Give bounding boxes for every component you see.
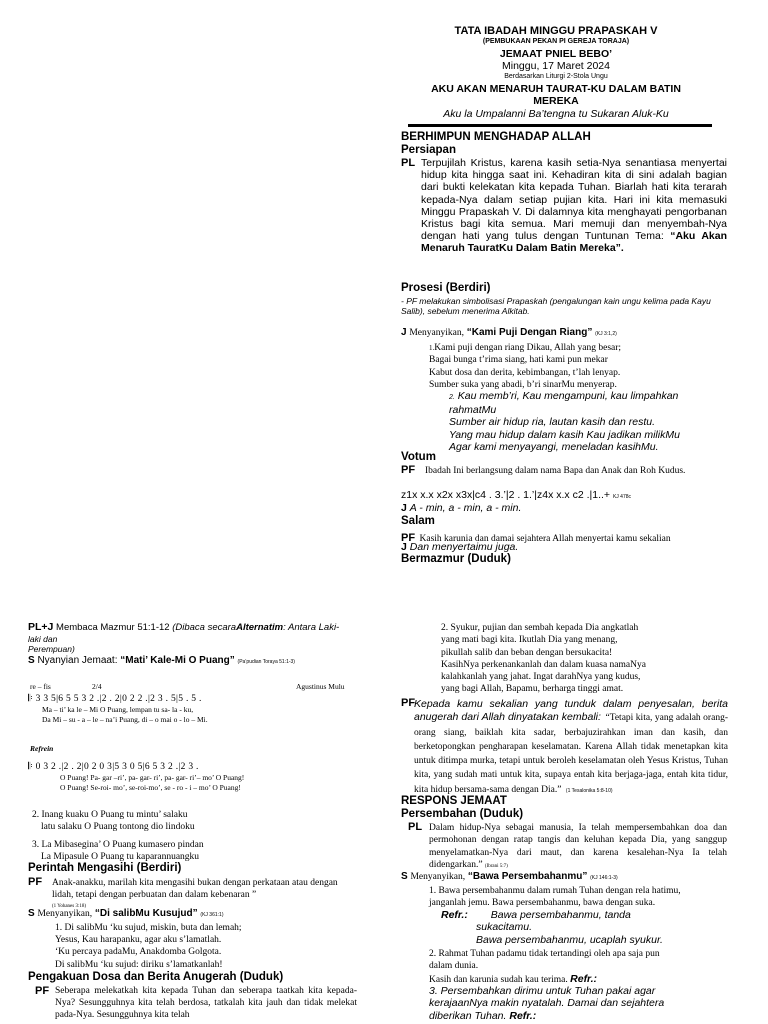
score-lyrics-1a: Ma – ti’ ka le – Mi O Puang, lempan tu sa- la - ku, xyxy=(42,705,194,714)
speaker-label: PF xyxy=(401,697,416,709)
persembahan-reference: (Ibrani 5:7) xyxy=(484,863,508,869)
theme-title-line1: AKU AKAN MENARUH TAURAT-KU DALAM BATIN xyxy=(431,83,681,95)
song-reference: (Pa’pudian Toraya 51:1-3) xyxy=(237,659,295,665)
votum-music-reference: KJ 478c xyxy=(612,494,632,500)
section-persembahan: Persembahan (Duduk) xyxy=(401,808,524,820)
hymn-text: Kasih dan karunia sudah kau terima. xyxy=(429,974,568,985)
refrain-label: Refr.: xyxy=(441,909,468,921)
persembahan-text xyxy=(429,822,727,873)
congregation-name: JEMAAT PNIEL BEBO’ xyxy=(499,48,613,60)
sing-instruction: Menyanyikan, xyxy=(37,909,93,919)
section-bermazmur: Bermazmur (Duduk) xyxy=(401,553,511,565)
speaker-label: PF xyxy=(401,464,416,476)
perintah-body: Anak-anakku, marilah kita mengasihi bukan dengan perkataan atau dengan lidah, tetapi dengan perbuatan dan dalam kebenaran ” xyxy=(52,878,338,901)
salam-text: Kasih karunia dan damai sejahtera Allah menyertai kamu sekalian xyxy=(419,534,671,544)
score-lyrics-1b: Da Mi – su - a – le – na’i Puang, di – o mai o - lo – Mi. xyxy=(42,715,208,724)
votum-music-line xyxy=(401,489,631,501)
hymn-line: ‘Ku percaya padaMu, Anakdomba Golgota. xyxy=(55,947,222,958)
hymn-line: 2. Syukur, pujian dan sembah kepada Dia angkatlah xyxy=(441,623,639,633)
hymn-line: Sumber air hidup ria, lautan kasih dan restu. xyxy=(449,416,656,429)
refrain-line: sukacitamu. xyxy=(476,921,533,934)
hymn-line: yang mati bagi kita. Ikutlah Dia yang menang, xyxy=(441,635,618,646)
verse-line: 3. La Mibasegina’ O Puang kumasero pindan xyxy=(32,840,204,850)
persembahan-body: Dalam hidup-Nya sebagai manusia, Ia telah mempersembahkan doa dan permohonan dengan ratap tangis dan keluhan kepada Dia, yang sanggup menyelamatkan-Nya dari maut, dan karena kesalehan-Nya Ia telah didengarkan.” xyxy=(429,823,727,870)
song-line-bawa xyxy=(401,871,618,882)
section-perintah-mengasihi: Perintah Mengasihi (Berdiri) xyxy=(28,862,182,874)
hymn-line: 2. Rahmat Tuhan padamu tidak tertandingi oleh apa saja pun xyxy=(429,949,660,959)
service-date: Minggu, 17 Maret 2024 xyxy=(502,60,610,72)
mati-kale-verse3 xyxy=(32,839,204,863)
section-persiapan: Persiapan xyxy=(401,144,456,156)
berita-anugerah-body: “Tetapi kita, yang adalah orang-orang siang, baiklah kita sadar, berbajuzirahkan iman dan kasih, dan berketopongkan pengharapan keselamatan. Karena Allah tidak menetapkan kita untuk ditimpa murka, tetapi untuk beroleh keselamatan oleh Yesus Kristus, Tuhan kita, yang sudah mati untuk kita, supaya entah kita berjaga-jaga, entah kita tidur, kita hidup bersama-sama dengan Dia.” xyxy=(414,713,728,795)
salam-j-line xyxy=(401,541,518,553)
berita-anugerah-text xyxy=(414,697,728,797)
mazmur-note: : Antara Laki- xyxy=(283,622,340,633)
sing-instruction: Nyanyian Jemaat: xyxy=(37,655,118,666)
music-score xyxy=(28,682,380,822)
speaker-label: J xyxy=(401,541,407,553)
hymn-line: KasihNya perkenankanlah dan dalam kuasa namaNya xyxy=(441,659,646,670)
speaker-label: S xyxy=(28,655,35,666)
bulletin-title: TATA IBADAH MINGGU PRAPASKAH V xyxy=(454,25,658,37)
hymn-line: Di salibMu ‘ku sujud: diriku s’lamatkanlah! xyxy=(55,959,223,970)
hymn-text: Kau memb’ri, Kau mengampuni, kau limpahkan rahmatMu xyxy=(449,390,679,417)
hymn-bawa-v3 xyxy=(429,985,664,1022)
speaker-label: PF xyxy=(35,985,50,997)
persiapan-body: Terpujilah Kristus, karena kasih setia-Nya senantiasa menyertai hidup kita hingga saat ini. Kehadiran kita di sini adalah bagian dari bukti kelekatan kita kepada Tuhan. Biarlah hati kita terarah kepada-Nya dalam setiap pujian kita. Hari ini kita memasuki Minggu Prapaskah V. Di dalamnya kita menghayati pengorbanan Kristus bagi kita semua. Mari memuji dan menyembah-Nya dengan hati yang tulus dengan Tuntunan Tema: xyxy=(421,157,727,243)
perintah-reference: (1 Yohanes 3:18) xyxy=(52,904,87,910)
speaker-label: J xyxy=(401,327,407,338)
berita-anugerah-reference: (1 Tesalonika 5:8-10) xyxy=(565,787,613,794)
hymn-bawa-v2 xyxy=(429,948,660,986)
refrain-line: Bawa persembahanmu, tanda xyxy=(490,909,631,921)
speaker-label: S xyxy=(28,908,35,919)
hymn-line: pikullah salib dan beban dengan bersukacita! xyxy=(441,647,613,658)
hymn-kami-puji-v2-continued xyxy=(441,622,646,696)
prosesi-note-line1: - PF melakukan simbolisasi Prapaskah (pengalungan kain ungu kelima pada Kayu xyxy=(401,296,711,306)
hymn-line: Bagai bunga t’rima siang, hati kami pun mekar xyxy=(429,355,608,366)
verse-line: latu salaku O Puang tontong dio lindoku xyxy=(41,822,195,832)
hymn-line: kalahkanlah yang jahat. Ingat darahNya yang kudus, xyxy=(441,672,641,683)
section-berhimpun: BERHIMPUN MENGHADAP ALLAH xyxy=(401,131,591,143)
hymn-line: Agar kami menyayangi, meneladan kasihMu. xyxy=(449,440,659,453)
section-salam: Salam xyxy=(401,515,435,527)
mazmur-note: (Dibaca secara xyxy=(172,622,237,633)
speaker-label: PF xyxy=(401,532,416,544)
speaker-label: PL xyxy=(401,157,416,169)
sing-instruction: Menyanyikan, xyxy=(410,872,466,882)
hymn-line xyxy=(449,390,727,416)
section-votum: Votum xyxy=(401,451,436,463)
song-line-mati-kale xyxy=(28,655,295,666)
speaker-label: J xyxy=(401,502,407,514)
mazmur-reading: Membaca Mazmur 51:1-12 xyxy=(56,622,170,633)
mati-kale-verse2 xyxy=(32,809,195,833)
song-line-di-salib xyxy=(28,908,224,919)
hymn-text: Kami puji dengan riang Dikau, Allah yang besar; xyxy=(434,343,622,353)
liturgy-note: Berdasarkan Liturgi 2-Stola Ungu xyxy=(504,73,608,80)
hymn-line xyxy=(429,973,660,986)
song-title: “Bawa Persembahanmu” xyxy=(467,871,588,882)
mazmur-instruction xyxy=(28,622,388,655)
score-refrein-label: Refrein xyxy=(30,744,54,753)
score-key: re – fis xyxy=(30,682,51,691)
song-reference: (KJ 361:1) xyxy=(200,912,224,918)
score-lyrics-2b: O Puang! Se-roi- mo’, se-roi-mo’, se - ro - i – mo’ O Puang! xyxy=(60,783,241,792)
hymn-line xyxy=(429,342,621,354)
hymn-bawa-refrain xyxy=(441,909,663,946)
verse-line: La Mipasule O Puang tu kaparannuangku xyxy=(41,852,200,862)
refrain-label: Refr.: xyxy=(509,1009,537,1022)
speaker-label: PL+J xyxy=(28,621,54,633)
song-reference: (KJ 146:1-3) xyxy=(590,875,618,881)
verse-number: 2. xyxy=(449,394,455,401)
theme-toraja: Aku la Umpalanni Ba’tengna tu Sukaran Aluk-Ku xyxy=(443,108,669,120)
song-title: “Di salibMu Kusujud” xyxy=(94,908,198,919)
hymn-bawa-v1 xyxy=(429,885,681,910)
pengakuan-text: Seberapa melekatkah kita kepada Tuhan dan seberapa taatkah kita kepada-Nya? Sesungguhnya kita telah berdosa, tatkalah kita jauh dan tidak melekat pada-Nya. Sesungguhnya kita telah xyxy=(55,986,357,1021)
song-title: “Mati’ Kale-Mi O Puang” xyxy=(120,655,235,666)
hymn-text: diberikan Tuhan. xyxy=(429,1009,507,1022)
hymn-line xyxy=(429,1010,664,1022)
verse-number: 1. xyxy=(429,344,435,352)
hymn-line: 1. Bawa persembahanmu dalam rumah Tuhan dengan rela hatimu, xyxy=(429,886,681,896)
score-notes-line1: 𝄆 3 3 5|6 5 5 3 2 .|2 . 2|0 2 2 .|2 3 . 5|5 . 5 . xyxy=(28,694,202,704)
hymn-line: Yang mau hidup dalam kasih Kau jadikan milikMu xyxy=(449,428,680,441)
prosesi-note-line2: Salib), sebelum menerima Alkitab. xyxy=(401,306,530,316)
persiapan-text xyxy=(421,157,727,255)
hymn-line: 1. Di salibMu ‘ku sujud, miskin, buta dan lemah; xyxy=(55,923,242,933)
refrain-line: Bawa persembahanmu, ucaplah syukur. xyxy=(476,933,663,946)
theme-title-line2: MEREKA xyxy=(533,95,579,107)
mazmur-note-line2: laki dan xyxy=(28,633,58,644)
berita-anugerah-intro: Kepada kamu sekalian yang tunduk dalam penyesalan, berita anugerah dari Allah dinyatakan kembali: xyxy=(414,698,728,724)
hymn-line: dalam dunia. xyxy=(429,961,479,972)
prosesi-note xyxy=(401,296,721,316)
votum-text: Ibadah Ini berlangsung dalam nama Bapa dan Anak dan Roh Kudus. xyxy=(425,466,686,476)
hymn-line: yang bagi Allah, Bapamu, berharga tinggi amat. xyxy=(441,684,624,695)
hymn-kami-puji-v2 xyxy=(449,390,727,453)
hymn-line: kerajaanNya makin nyatalah. Damai dan sejahtera xyxy=(429,997,665,1010)
mazmur-line1 xyxy=(28,622,388,634)
song-title: “Kami Puji Dengan Riang” xyxy=(466,327,593,338)
section-pengakuan-dosa: Pengakuan Dosa dan Berita Anugerah (Duduk) xyxy=(28,971,284,983)
hymn-kami-puji-v1 xyxy=(429,342,621,391)
amin-line xyxy=(401,502,521,514)
bulletin-subtitle: (PEMBUKAAN PEKAN PI GEREJA TORAJA) xyxy=(482,38,630,45)
mazmur-note-line3: Perempuan) xyxy=(28,644,75,654)
score-notes-line2: 𝄆 0 3 2 .|2 . 2|0 2 0 3|5 3 0 5|6 5 3 2 .|2 3 . xyxy=(28,762,199,772)
refrain-label: Refr.: xyxy=(570,972,597,985)
hymn-line: 3. Persembahkan dirimu untuk Tuhan pakai agar xyxy=(429,985,656,997)
persiapan-theme: “Aku Akan Menaruh TauratKu Dalam Batin Mereka”. xyxy=(421,230,727,255)
score-meter: 2/4 xyxy=(92,682,102,691)
mazmur-note-alternatim: Alternatim xyxy=(236,622,284,633)
speaker-label: PF xyxy=(28,876,43,888)
hymn-line: Sumber suka yang abadi, b’ri sinarMu menyerap. xyxy=(429,379,617,390)
song-line-kami-puji xyxy=(401,327,617,338)
sing-instruction: Menyanyikan, xyxy=(409,328,464,338)
header-divider xyxy=(408,124,712,127)
votum-music: z1x x.x x2x x3x|c4 . 3.’|2 . 1.’|z4x x.x c2 .|1..+ xyxy=(401,489,611,501)
section-respons-jemaat: RESPONS JEMAAT xyxy=(401,795,507,807)
amin-response: A - min, a - min, a - min. xyxy=(409,502,522,514)
speaker-label: PL xyxy=(408,821,423,833)
hymn-line: Yesus, Kau harapanku, agar aku s’lamatlah. xyxy=(55,935,222,946)
song-reference: (KJ 3:1,2) xyxy=(595,331,617,337)
speaker-label: S xyxy=(401,871,408,882)
hymn-line: Kabut dosa dan derita, kebimbangan, t’lah lenyap. xyxy=(429,367,621,378)
hymn-di-salib xyxy=(55,922,242,971)
verse-line: 2. Inang kuaku O Puang tu mintu’ salaku xyxy=(32,810,188,820)
section-prosesi: Prosesi (Berdiri) xyxy=(401,282,491,294)
hymn-line: janganlah jemu. Bawa persembahanmu, bawa dengan suka. xyxy=(429,898,656,909)
score-composer: Agustinus Mulu xyxy=(296,682,345,691)
salam-response: Dan menyertaimu juga. xyxy=(409,541,519,553)
score-lyrics-2a: O Puang! Pa- gar –ri’, pa- gar- ri’, pa- gar- ri’– mo’ O Puang! xyxy=(60,773,245,782)
